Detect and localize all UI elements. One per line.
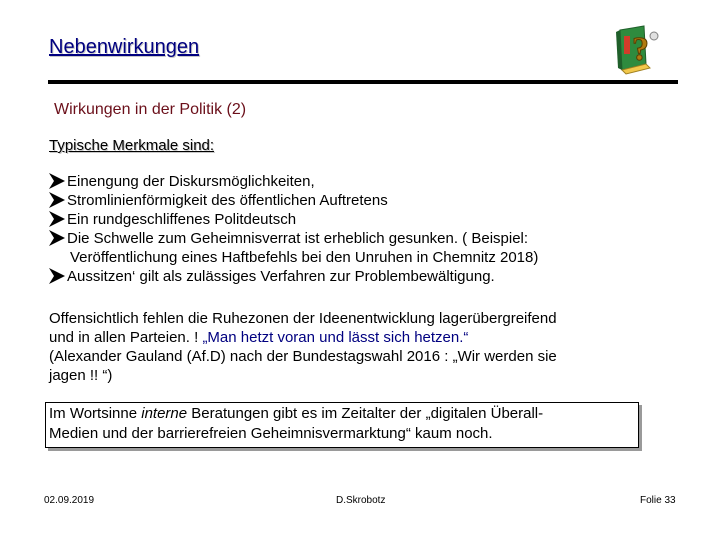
box-italic-text: interne bbox=[141, 405, 188, 422]
bullet-text: Einengung der Diskursmöglichkeiten, bbox=[67, 173, 315, 190]
highlight-box bbox=[45, 402, 639, 448]
svg-text:?: ? bbox=[632, 31, 649, 68]
title-divider bbox=[48, 80, 678, 84]
arrow-bullet-icon bbox=[48, 191, 66, 209]
quote-text: „Man hetzt voran und lässt sich hetzen.“ bbox=[202, 329, 469, 346]
bullet-text: Aussitzen‘ gilt als zulässiges Verfahren zur Problembewältigung. bbox=[67, 268, 495, 285]
slide-title: Nebenwirkungen bbox=[49, 36, 200, 58]
bullet-text: Die Schwelle zum Geheimnisverrat ist erheblich gesunken. ( Beispiel: bbox=[67, 230, 529, 247]
footer-author: D.Skrobotz bbox=[336, 495, 386, 506]
bullet-text-continued: Veröffentlichung eines Haftbefehls bei den Unruhen in Chemnitz 2018) bbox=[70, 249, 539, 266]
feature-list bbox=[48, 172, 668, 286]
list-item bbox=[48, 267, 668, 286]
arrow-bullet-icon bbox=[48, 229, 66, 247]
paragraph-line: und in allen Parteien. ! bbox=[49, 329, 203, 346]
footer-slide-number: Folie 33 bbox=[640, 495, 676, 506]
paragraph-line: jagen !! “) bbox=[49, 367, 113, 384]
arrow-bullet-icon bbox=[48, 267, 66, 285]
footer-date: 02.09.2019 bbox=[44, 495, 95, 506]
arrow-bullet-icon bbox=[48, 172, 66, 190]
box-text: Im Wortsinne bbox=[49, 405, 142, 422]
bullet-text: Stromlinienförmigkeit des öffentlichen Auftretens bbox=[67, 192, 388, 209]
book-question-icon bbox=[610, 22, 662, 76]
box-text: Beratungen gibt es im Zeitalter der „digitalen Überall- bbox=[187, 405, 544, 422]
arrow-bullet-icon bbox=[48, 210, 66, 228]
paragraph-line: Offensichtlich fehlen die Ruhezonen der Ideenentwicklung lagerübergreifend bbox=[49, 310, 557, 327]
lead-heading: Typische Merkmale sind: bbox=[49, 137, 215, 154]
slide-subtitle: Wirkungen in der Politik (2) bbox=[54, 101, 247, 118]
box-text: Medien und der barrierefreien Geheimnisvermarktung“ kaum noch. bbox=[49, 425, 493, 442]
list-item bbox=[48, 191, 668, 210]
list-item bbox=[48, 229, 668, 267]
list-item bbox=[48, 172, 668, 191]
paragraph-line: (Alexander Gauland (Af.D) nach der Bundestagswahl 2016 : „Wir werden sie bbox=[49, 348, 557, 365]
list-item bbox=[48, 210, 668, 229]
bullet-text: Ein rundgeschliffenes Politdeutsch bbox=[67, 211, 297, 228]
body-paragraph bbox=[49, 309, 669, 385]
